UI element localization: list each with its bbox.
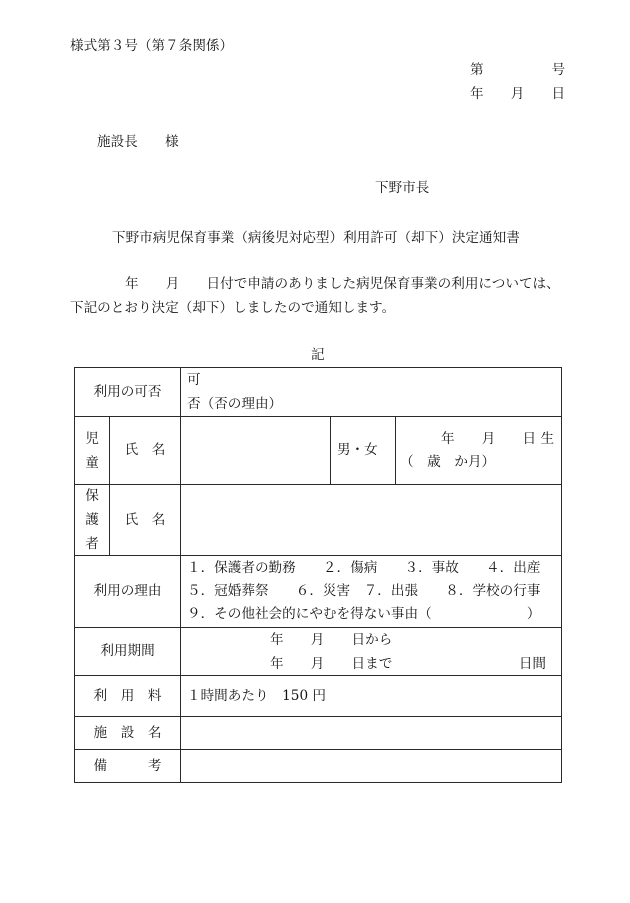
child-label: 児童 xyxy=(85,430,99,471)
approval-option-permitted: 可 xyxy=(187,372,201,388)
decision-table xyxy=(74,367,562,783)
child-name-value-cell xyxy=(181,417,331,485)
child-birth-cell xyxy=(396,417,562,485)
reason-value-cell xyxy=(181,556,562,628)
facility-label: 施 設 名 xyxy=(93,724,162,741)
guardian-label-cell xyxy=(75,485,110,556)
reason-label-cell xyxy=(75,556,181,628)
approval-label-cell xyxy=(75,368,181,417)
guardian-label: 保護者 xyxy=(85,488,99,552)
child-name-label-cell xyxy=(110,417,181,485)
approval-option-rejected: 否（否の理由） xyxy=(187,396,283,412)
form-number-label: 様式第３号（第７条関係） xyxy=(70,38,234,54)
body-text-line-1: 年 月 日付で申請のありました病児保育事業の利用については、 xyxy=(125,276,560,292)
approval-label: 利用の可否 xyxy=(93,383,162,400)
period-value-cell xyxy=(181,628,562,676)
reason-line-3: ９．その他社会的にやむを得ない事由（ ） xyxy=(187,606,541,622)
child-birth-date: 年 月 日 生 xyxy=(441,430,555,447)
remarks-label-cell xyxy=(75,750,181,783)
reason-line-1: １．保護者の勤務 ２．傷病 ３．事故 ４．出産 xyxy=(187,560,541,576)
period-label-cell xyxy=(75,628,181,676)
ki-heading: 記 xyxy=(311,347,325,363)
child-age: （ 歳 か月） xyxy=(400,453,496,470)
period-days: 日間 xyxy=(518,655,546,672)
facility-value-cell xyxy=(181,717,562,750)
issuer: 下野市長 xyxy=(375,180,430,196)
reason-label: 利用の理由 xyxy=(93,583,162,599)
approval-value-cell xyxy=(181,368,562,417)
fee-value: １時間あたり 150 円 xyxy=(187,687,327,704)
body-text-line-2: 下記のとおり決定（却下）しましたので通知します。 xyxy=(70,300,396,316)
guardian-name-label-cell xyxy=(110,485,181,556)
period-label: 利用期間 xyxy=(100,643,155,659)
child-name-label: 氏 名 xyxy=(124,442,166,458)
reason-line-2: ５．冠婚葬祭 ６．災害 ７．出張 ８．学校の行事 xyxy=(187,583,541,599)
remarks-label: 備 考 xyxy=(93,757,162,774)
document-title: 下野市病児保育事業（病後児対応型）利用許可（却下）決定通知書 xyxy=(112,230,520,246)
document-date-field: 年 月 日 xyxy=(470,86,566,102)
child-gender-cell xyxy=(331,417,396,485)
period-to-line xyxy=(187,652,561,676)
fee-value-cell xyxy=(181,676,562,717)
fee-label-cell xyxy=(75,676,181,717)
document-number-field: 第 号 xyxy=(470,62,566,78)
child-label-cell xyxy=(75,417,110,485)
period-from: 年 月 日から xyxy=(270,631,393,648)
addressee: 施設長 様 xyxy=(97,134,179,150)
child-gender: 男・女 xyxy=(337,442,378,458)
guardian-name-label: 氏 名 xyxy=(124,511,166,528)
facility-label-cell xyxy=(75,717,181,750)
fee-label: 利 用 料 xyxy=(93,687,162,704)
period-to: 年 月 日まで xyxy=(270,655,393,672)
guardian-name-value-cell xyxy=(181,485,562,556)
remarks-value-cell xyxy=(181,750,562,783)
